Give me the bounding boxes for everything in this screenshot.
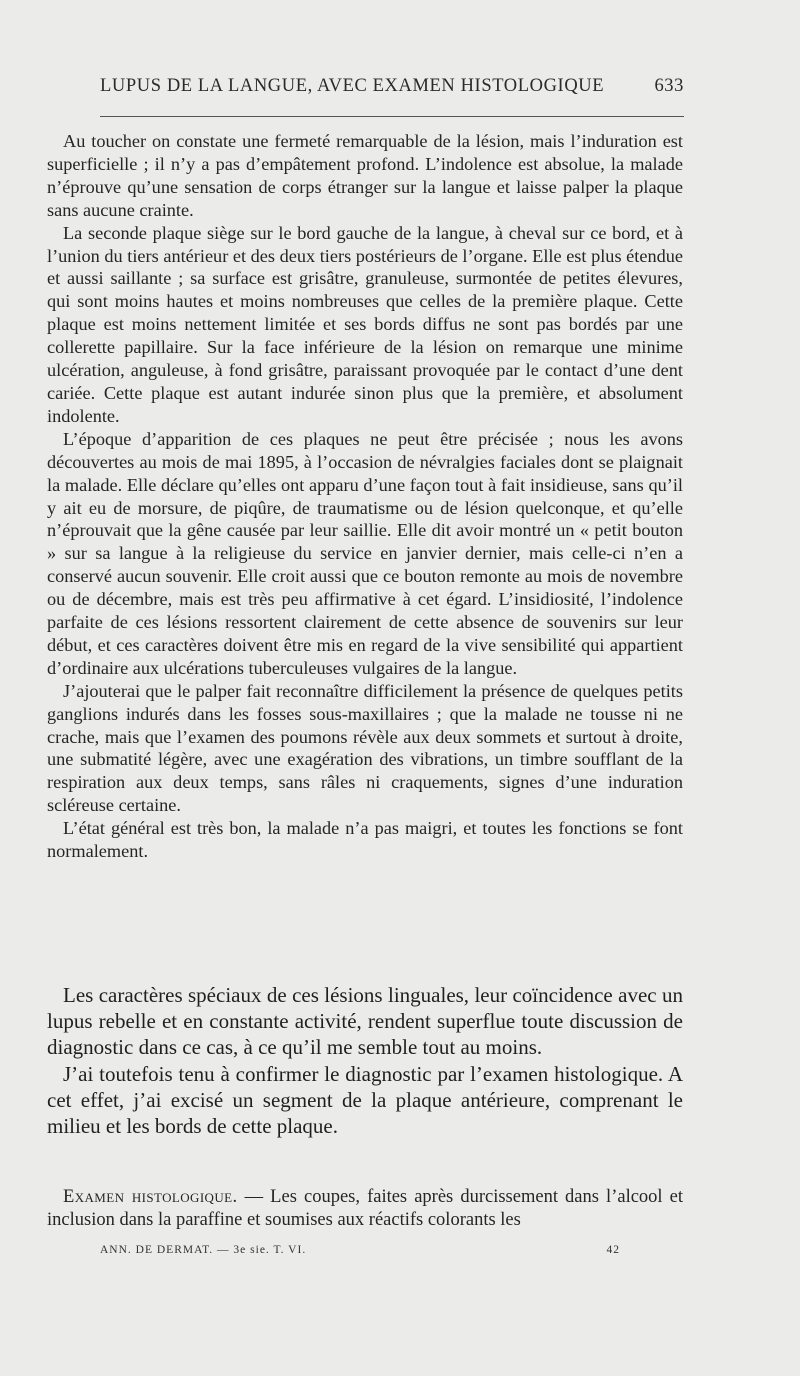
- paragraph: J’ai toutefois tenu à confirmer le diagnostic par l’examen histologique. A cet effet, j’ai excisé un segment de la plaque antérieure, comprenant le milieu et les bords de cette plaque.: [47, 1061, 683, 1139]
- paragraph: Les caractères spéciaux de ces lésions linguales, leur coïncidence avec un lupus rebelle et en constante activité, rendent superflue toute discussion de diagnostic dans ce cas, à ce qu’il me semble tout au moins.: [47, 983, 683, 1060]
- discussion-text: [47, 982, 683, 1139]
- journal-reference: ANN. DE DERMAT. — 3e sie. T. VI.: [100, 1244, 307, 1256]
- page-number: 633: [654, 76, 684, 96]
- section-text: — Les coupes, faites après durcissement dans l’alcool et inclusion dans la paraffine et soumises aux réactifs colorants les: [47, 1187, 683, 1230]
- paragraph: L’époque d’apparition de ces plaques ne peut être précisée ; nous les avons découvertes au mois de mai 1895, à l’occasion de névralgies faciales dont se plaignait la malade. Elle déclare qu’elles ont apparu d’une façon tout à fait insidieuse, sans qu’il y ait eu de morsure, de piqûre, de traumatisme ou de lésion quelconque, et qu’elle n’éprouvait que la gêne causée par leur saillie. Elle dit avoir montré un « petit bouton » sur sa langue à la religieuse du service en janvier dernier, mais celle-ci n’en a conservé aucun souvenir. Elle croit aussi que ce bouton remonte au mois de novembre ou de décembre, mais est très peu affirmative à cet égard. L’insidiosité, l’indolence parfaite de ces lésions ressortent clairement de cette absence de souvenirs sur leur début, et ces caractères doivent être mis en regard de la vive sensibilité qui appartient d’ordinaire aux ulcérations tuberculeuses vulgaires de la langue.: [47, 428, 683, 678]
- histology-section: [47, 1186, 683, 1232]
- section-heading: Examen histologique.: [63, 1187, 238, 1207]
- running-header: [100, 76, 684, 97]
- paragraph: La seconde plaque siège sur le bord gauche de la langue, à cheval sur ce bord, et à l’union du tiers antérieur et des deux tiers postérieurs de l’organe. Elle est plus étendue et aussi saillante ; sa surface est grisâtre, granuleuse, surmontée de petites élevures, qui sont moins hautes et moins nombreuses que celles de la première plaque. Cette plaque est moins nettement limitée et ses bords diffus ne sont pas bordés par une collerette papillaire. Sur la face inférieure de la lésion on remarque une minime ulcération, anguleuse, à fond grisâtre, paraissant provoquée par le contact d’une dent cariée. Cette plaque est autant indurée sinon plus que la première, et absolument indolente.: [47, 222, 683, 426]
- main-text: [47, 130, 683, 863]
- paragraph: L’état général est très bon, la malade n’a pas maigri, et toutes les fonctions se font normalement.: [47, 818, 683, 862]
- section-paragraph: [47, 1186, 683, 1232]
- header-rule: [100, 116, 684, 117]
- page-footer: [100, 1244, 620, 1256]
- paragraph: Au toucher on constate une fermeté remarquable de la lésion, mais l’induration est superficielle ; il n’y a pas d’empâtement profond. L’indolence est absolue, la malade n’éprouve qu’une sensation de corps étranger sur la langue et laisse palper la plaque sans aucune crainte.: [47, 131, 683, 220]
- paragraph: J’ajouterai que le palper fait reconnaître difficilement la présence de quelques petits ganglions indurés dans les fosses sous-maxillaires ; que la malade ne tousse ni ne crache, mais que l’examen des poumons révèle aux deux sommets et surtout à droite, une submatité légère, avec une exagération des vibrations, un timbre soufflant de la respiration aux deux temps, sans râles ni craquements, signes d’une induration scléreuse certaine.: [47, 680, 683, 816]
- signature-mark: 42: [606, 1244, 620, 1256]
- running-title: LUPUS DE LA LANGUE, AVEC EXAMEN HISTOLOGIQUE: [100, 76, 605, 96]
